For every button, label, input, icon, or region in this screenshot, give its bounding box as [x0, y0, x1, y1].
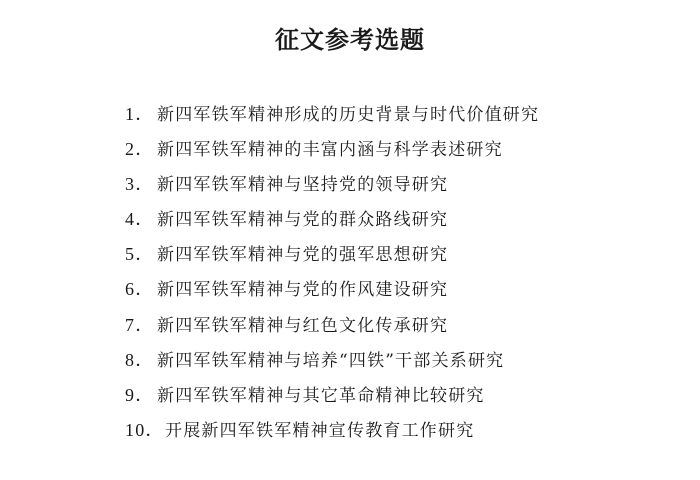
- item-number: 1．: [125, 104, 155, 124]
- list-item: [125, 308, 539, 343]
- item-number: 6．: [125, 279, 155, 300]
- item-number: 8．: [125, 349, 155, 370]
- item-number: 4．: [125, 209, 155, 230]
- item-text: 新四军铁军精神形成的历史背景与时代价值研究: [157, 105, 540, 125]
- list-item: [125, 237, 539, 272]
- item-number: 10．: [125, 419, 165, 440]
- item-text: 新四军铁军精神与红色文化传承研究: [157, 315, 449, 336]
- list-item: [125, 413, 539, 448]
- list-item: [125, 378, 539, 413]
- item-text: 新四军铁军精神与党的作风建设研究: [157, 280, 449, 301]
- list-item: [125, 97, 539, 132]
- topic-list: [125, 97, 539, 448]
- list-item: [125, 132, 539, 167]
- item-number: 3．: [125, 174, 155, 195]
- list-item: [125, 272, 539, 307]
- item-text: 新四军铁军精神与培养“四铁”干部关系研究: [157, 350, 505, 371]
- item-number: 5．: [125, 244, 155, 265]
- item-text: 新四军铁军精神与其它革命精神比较研究: [157, 385, 485, 406]
- item-text: 新四军铁军精神与坚持党的领导研究: [157, 175, 449, 196]
- page-title: 征文参考选题: [275, 26, 425, 54]
- list-item: [125, 202, 539, 237]
- item-number: 9．: [125, 384, 155, 405]
- list-item: [125, 167, 539, 202]
- item-text: 开展新四军铁军精神宣传教育工作研究: [165, 420, 475, 441]
- item-number: 2．: [125, 139, 155, 160]
- item-number: 7．: [125, 314, 155, 335]
- list-item: [125, 343, 539, 378]
- item-text: 新四军铁军精神与党的群众路线研究: [157, 210, 449, 231]
- item-text: 新四军铁军精神与党的强军思想研究: [157, 245, 449, 266]
- item-text: 新四军铁军精神的丰富内涵与科学表述研究: [157, 140, 503, 161]
